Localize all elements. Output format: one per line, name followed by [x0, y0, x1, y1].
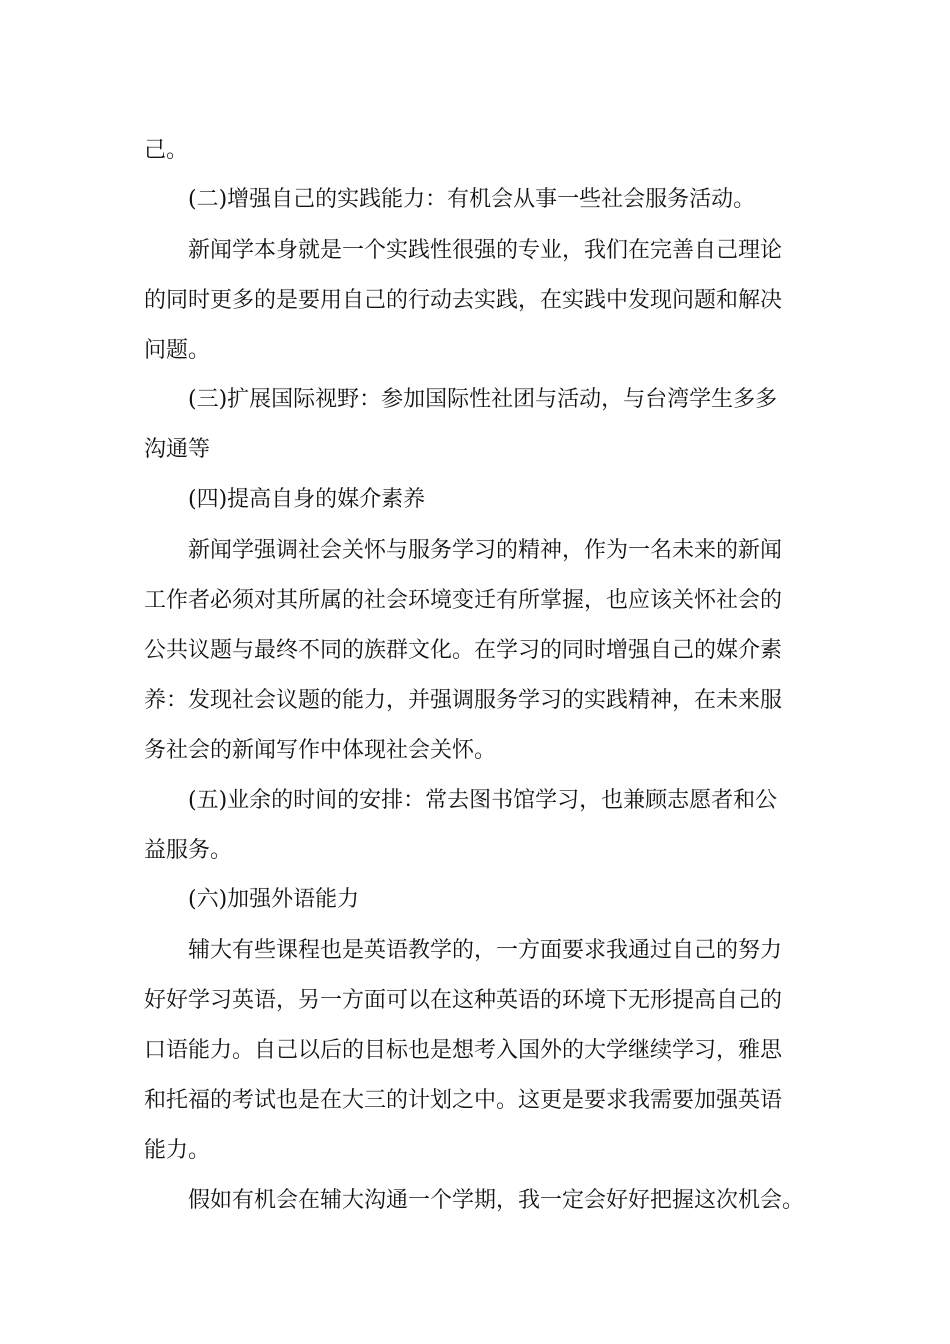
paragraph-line: 问题。 [144, 338, 211, 363]
paragraph-line: 假如有机会在辅大沟通一个学期，我一定会好好把握这次机会。 [188, 1188, 805, 1213]
section-heading-3: (三)扩展国际视野：参加国际性社团与活动，与台湾学生多多 [188, 387, 778, 412]
paragraph-line: 务社会的新闻写作中体现社会关怀。 [144, 738, 497, 763]
paragraph-line: 能力。 [144, 1138, 211, 1163]
paragraph-line: 益服务。 [144, 838, 233, 863]
paragraph-line: 沟通等 [144, 437, 211, 462]
paragraph-line: 的同时更多的是要用自己的行动去实践，在实践中发现问题和解决 [144, 288, 783, 313]
paragraph-line: 己。 [144, 138, 189, 163]
paragraph-line: 好好学习英语，另一方面可以在这种英语的环境下无形提高自己的 [144, 988, 783, 1013]
section-heading-2: (二)增强自己的实践能力：有机会从事一些社会服务活动。 [188, 187, 756, 212]
section-heading-5: (五)业余的时间的安排：常去图书馆学习，也兼顾志愿者和公 [188, 788, 778, 813]
paragraph-line: 口语能力。自己以后的目标也是想考入国外的大学继续学习，雅思 [144, 1038, 783, 1063]
paragraph-line: 新闻学本身就是一个实践性很强的专业，我们在完善自己理论 [188, 238, 783, 263]
paragraph-line: 辅大有些课程也是英语教学的，一方面要求我通过自己的努力 [188, 938, 783, 963]
paragraph-line: 养：发现社会议题的能力，并强调服务学习的实践精神，在未来服 [144, 688, 783, 713]
section-heading-4: (四)提高自身的媒介素养 [188, 487, 426, 512]
paragraph-line: 新闻学强调社会关怀与服务学习的精神，作为一名未来的新闻 [188, 538, 783, 563]
paragraph-line: 工作者必须对其所属的社会环境变迁有所掌握，也应该关怀社会的 [144, 588, 783, 613]
paragraph-line: 和托福的考试也是在大三的计划之中。这更是要求我需要加强英语 [144, 1088, 783, 1113]
paragraph-line: 公共议题与最终不同的族群文化。在学习的同时增强自己的媒介素 [144, 638, 783, 663]
section-heading-6: (六)加强外语能力 [188, 887, 360, 912]
